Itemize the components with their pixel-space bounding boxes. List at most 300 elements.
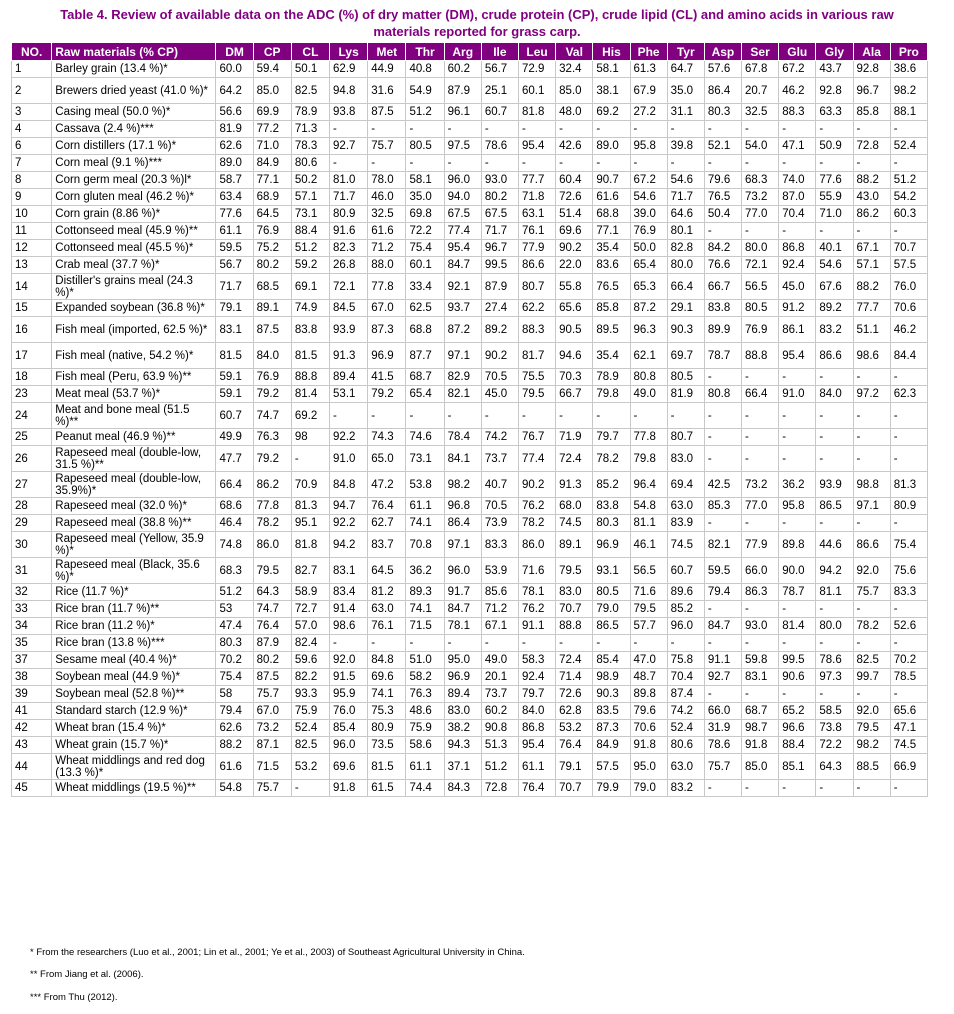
table-cell: - bbox=[742, 601, 779, 618]
table-cell: - bbox=[518, 635, 555, 652]
table-cell: 63.1 bbox=[518, 206, 555, 223]
table-cell: 70.6 bbox=[630, 720, 667, 737]
table-cell: 87.3 bbox=[368, 317, 406, 343]
table-cell: 69.9 bbox=[253, 104, 291, 121]
table-cell: 45.0 bbox=[481, 386, 518, 403]
raw-material-name: Rice bran (13.8 %)*** bbox=[52, 635, 216, 652]
table-cell: 72.4 bbox=[556, 446, 593, 472]
row-number: 6 bbox=[12, 138, 52, 155]
footnote-1: * From the researchers (Luo et al., 2001; Lin et al., 2001; Ye et al., 2003) of Southeast Agricultural University in China. bbox=[30, 947, 525, 958]
table-cell: 47.1 bbox=[890, 720, 927, 737]
table-cell: 72.8 bbox=[853, 138, 890, 155]
table-cell: 96.0 bbox=[444, 172, 481, 189]
raw-material-name: Corn germ meal (20.3 %)l* bbox=[52, 172, 216, 189]
table-cell: - bbox=[853, 155, 890, 172]
row-number: 35 bbox=[12, 635, 52, 652]
table-cell: 68.7 bbox=[742, 703, 779, 720]
table-cell: 65.2 bbox=[779, 703, 816, 720]
table-cell: 79.4 bbox=[704, 584, 741, 601]
table-cell: 74.0 bbox=[779, 172, 816, 189]
table-cell: 70.6 bbox=[890, 300, 927, 317]
row-number: 32 bbox=[12, 584, 52, 601]
table-cell: 83.6 bbox=[593, 257, 630, 274]
table-cell: 76.4 bbox=[368, 498, 406, 515]
table-cell: 83.9 bbox=[667, 515, 704, 532]
table-cell: 42.6 bbox=[556, 138, 593, 155]
table-cell: 96.1 bbox=[444, 104, 481, 121]
table-cell: - bbox=[406, 121, 444, 138]
table-cell: - bbox=[779, 515, 816, 532]
table-cell: 57.5 bbox=[890, 257, 927, 274]
table-row bbox=[12, 189, 928, 206]
table-cell: 91.0 bbox=[779, 386, 816, 403]
table-cell: 38.6 bbox=[890, 61, 927, 78]
table-cell: 60.2 bbox=[481, 703, 518, 720]
table-cell: 78.9 bbox=[291, 104, 329, 121]
table-cell: 75.7 bbox=[368, 138, 406, 155]
raw-material-name: Soybean meal (52.8 %)** bbox=[52, 686, 216, 703]
table-cell: 75.9 bbox=[291, 703, 329, 720]
table-cell: - bbox=[816, 686, 853, 703]
table-cell: 80.0 bbox=[667, 257, 704, 274]
table-cell: 78.2 bbox=[593, 446, 630, 472]
table-cell: - bbox=[481, 155, 518, 172]
table-cell: 80.5 bbox=[667, 369, 704, 386]
table-cell: 22.0 bbox=[556, 257, 593, 274]
table-cell: 87.9 bbox=[481, 274, 518, 300]
table-cell: 62.5 bbox=[406, 300, 444, 317]
table-row bbox=[12, 515, 928, 532]
table-row bbox=[12, 669, 928, 686]
table-cell: 76.5 bbox=[704, 189, 741, 206]
table-cell: 93.1 bbox=[593, 558, 630, 584]
table-cell: 81.8 bbox=[518, 104, 555, 121]
table-cell: 74.7 bbox=[253, 403, 291, 429]
table-cell: 99.7 bbox=[853, 669, 890, 686]
table-cell: 82.2 bbox=[291, 669, 329, 686]
table-cell: 72.6 bbox=[556, 189, 593, 206]
table-cell: 66.9 bbox=[890, 754, 927, 780]
table-cell: 73.9 bbox=[481, 515, 518, 532]
row-number: 24 bbox=[12, 403, 52, 429]
raw-material-name: Barley grain (13.4 %)* bbox=[52, 61, 216, 78]
table-cell: 87.5 bbox=[253, 317, 291, 343]
table-cell: 68.3 bbox=[742, 172, 779, 189]
raw-material-name: Distiller's grains meal (24.3 %)* bbox=[52, 274, 216, 300]
table-cell: - bbox=[406, 155, 444, 172]
table-cell: 89.4 bbox=[330, 369, 368, 386]
table-cell: 80.9 bbox=[330, 206, 368, 223]
table-cell: 77.4 bbox=[444, 223, 481, 240]
table-cell: 90.2 bbox=[556, 240, 593, 257]
table-cell: 72.8 bbox=[481, 780, 518, 797]
table-cell: 84.0 bbox=[253, 343, 291, 369]
table-cell: 75.4 bbox=[890, 532, 927, 558]
table-cell: 81.3 bbox=[890, 472, 927, 498]
table-cell: 71.2 bbox=[481, 601, 518, 618]
table-cell: 97.1 bbox=[444, 343, 481, 369]
table-cell: 80.6 bbox=[667, 737, 704, 754]
table-cell: 75.7 bbox=[704, 754, 741, 780]
table-cell: 80.5 bbox=[593, 584, 630, 601]
row-number: 1 bbox=[12, 61, 52, 78]
table-cell: 51.0 bbox=[406, 652, 444, 669]
raw-material-name: Standard starch (12.9 %)* bbox=[52, 703, 216, 720]
table-cell: 74.6 bbox=[406, 429, 444, 446]
table-cell: 48.0 bbox=[556, 104, 593, 121]
table-cell: 82.9 bbox=[444, 369, 481, 386]
table-cell: 83.2 bbox=[667, 780, 704, 797]
raw-material-name: Brewers dried yeast (41.0 %)* bbox=[52, 78, 216, 104]
column-header: Met bbox=[368, 43, 406, 61]
table-cell: 80.3 bbox=[593, 515, 630, 532]
table-cell: 33.4 bbox=[406, 274, 444, 300]
table-cell: 58.5 bbox=[816, 703, 853, 720]
table-cell: 79.0 bbox=[630, 780, 667, 797]
raw-material-name: Expanded soybean (36.8 %)* bbox=[52, 300, 216, 317]
table-cell: - bbox=[667, 155, 704, 172]
table-row bbox=[12, 257, 928, 274]
table-cell: 98 bbox=[291, 429, 329, 446]
table-cell: 35.0 bbox=[667, 78, 704, 104]
table-cell: 76.9 bbox=[253, 223, 291, 240]
table-cell: 68.9 bbox=[253, 189, 291, 206]
table-cell: 83.3 bbox=[481, 532, 518, 558]
table-cell: 88.1 bbox=[890, 104, 927, 121]
table-cell: 32.5 bbox=[742, 104, 779, 121]
table-cell: 77.8 bbox=[253, 498, 291, 515]
table-cell: 79.1 bbox=[556, 754, 593, 780]
table-cell: 92.4 bbox=[518, 669, 555, 686]
table-cell: 39.8 bbox=[667, 138, 704, 155]
table-cell: 53.2 bbox=[291, 754, 329, 780]
column-header: His bbox=[593, 43, 630, 61]
table-cell: 71.2 bbox=[368, 240, 406, 257]
table-cell: 88.2 bbox=[853, 172, 890, 189]
table-cell: 84.4 bbox=[890, 343, 927, 369]
table-cell: 81.0 bbox=[330, 172, 368, 189]
table-cell: 67.2 bbox=[630, 172, 667, 189]
table-cell: - bbox=[704, 429, 741, 446]
table-cell: 86.2 bbox=[253, 472, 291, 498]
table-cell: 66.4 bbox=[742, 386, 779, 403]
table-cell: 70.2 bbox=[890, 652, 927, 669]
table-cell: - bbox=[890, 429, 927, 446]
table-cell: 84.1 bbox=[444, 446, 481, 472]
table-cell: 92.0 bbox=[853, 558, 890, 584]
column-header: Ile bbox=[481, 43, 518, 61]
table-cell: 61.1 bbox=[518, 754, 555, 780]
table-cell: 97.2 bbox=[853, 386, 890, 403]
table-cell: 56.5 bbox=[742, 274, 779, 300]
table-cell: 65.4 bbox=[630, 257, 667, 274]
row-number: 44 bbox=[12, 754, 52, 780]
table-cell: 31.1 bbox=[667, 104, 704, 121]
table-cell: 78.6 bbox=[481, 138, 518, 155]
table-cell: - bbox=[704, 686, 741, 703]
table-cell: 51.2 bbox=[890, 172, 927, 189]
table-cell: 61.6 bbox=[368, 223, 406, 240]
table-cell: 81.1 bbox=[816, 584, 853, 601]
table-cell: 71.6 bbox=[630, 584, 667, 601]
table-cell: 89.8 bbox=[779, 532, 816, 558]
table-cell: 54.9 bbox=[406, 78, 444, 104]
table-cell: 79.5 bbox=[556, 558, 593, 584]
column-header: Ser bbox=[742, 43, 779, 61]
raw-material-name: Rapeseed meal (double-low, 35.9%)* bbox=[52, 472, 216, 498]
table-cell: 42.5 bbox=[704, 472, 741, 498]
table-cell: - bbox=[853, 686, 890, 703]
table-cell: - bbox=[853, 601, 890, 618]
raw-material-name: Meat meal (53.7 %)* bbox=[52, 386, 216, 403]
table-cell: 80.9 bbox=[368, 720, 406, 737]
table-cell: 95.8 bbox=[779, 498, 816, 515]
table-cell: - bbox=[816, 446, 853, 472]
table-cell: 93.9 bbox=[330, 317, 368, 343]
table-cell: 76.0 bbox=[330, 703, 368, 720]
table-row bbox=[12, 78, 928, 104]
table-cell: 91.8 bbox=[630, 737, 667, 754]
table-cell: 59.6 bbox=[291, 652, 329, 669]
table-cell: - bbox=[890, 223, 927, 240]
raw-material-name: Corn gluten meal (46.2 %)* bbox=[52, 189, 216, 206]
row-number: 28 bbox=[12, 498, 52, 515]
table-cell: - bbox=[890, 403, 927, 429]
table-cell: 78.5 bbox=[890, 669, 927, 686]
table-cell: 95.4 bbox=[518, 138, 555, 155]
table-cell: 86.2 bbox=[853, 206, 890, 223]
table-cell: 77.6 bbox=[816, 172, 853, 189]
table-cell: 63.0 bbox=[667, 498, 704, 515]
table-cell: 72.6 bbox=[556, 686, 593, 703]
table-cell: 98.2 bbox=[444, 472, 481, 498]
table-cell: 68.7 bbox=[406, 369, 444, 386]
raw-material-name: Peanut meal (46.9 %)** bbox=[52, 429, 216, 446]
table-cell: 20.7 bbox=[742, 78, 779, 104]
table-cell: 57.5 bbox=[593, 754, 630, 780]
table-cell: 84.9 bbox=[253, 155, 291, 172]
table-cell: 84.8 bbox=[368, 652, 406, 669]
table-cell: 94.2 bbox=[330, 532, 368, 558]
table-cell: 75.4 bbox=[216, 669, 253, 686]
table-cell: 76.3 bbox=[253, 429, 291, 446]
table-cell: 84.7 bbox=[704, 618, 741, 635]
row-number: 42 bbox=[12, 720, 52, 737]
table-cell: 86.3 bbox=[742, 584, 779, 601]
table-cell: 78.6 bbox=[704, 737, 741, 754]
table-cell: 59.1 bbox=[216, 386, 253, 403]
table-cell: 54.8 bbox=[630, 498, 667, 515]
table-cell: 93.7 bbox=[444, 300, 481, 317]
table-cell: 70.4 bbox=[779, 206, 816, 223]
table-cell: 29.1 bbox=[667, 300, 704, 317]
table-cell: 74.5 bbox=[890, 737, 927, 754]
table-cell: 46.2 bbox=[890, 317, 927, 343]
table-row bbox=[12, 652, 928, 669]
table-cell: - bbox=[481, 635, 518, 652]
table-cell: 55.9 bbox=[816, 189, 853, 206]
table-cell: - bbox=[704, 780, 741, 797]
table-cell: - bbox=[556, 121, 593, 138]
table-cell: 87.5 bbox=[368, 104, 406, 121]
table-cell: 62.6 bbox=[216, 138, 253, 155]
table-cell: 78.1 bbox=[444, 618, 481, 635]
table-cell: 56.6 bbox=[216, 104, 253, 121]
table-cell: 85.8 bbox=[853, 104, 890, 121]
table-cell: 61.3 bbox=[630, 61, 667, 78]
table-cell: 61.1 bbox=[406, 754, 444, 780]
table-cell: - bbox=[481, 403, 518, 429]
table-cell: 83.1 bbox=[330, 558, 368, 584]
table-cell: 38.1 bbox=[593, 78, 630, 104]
row-number: 25 bbox=[12, 429, 52, 446]
table-cell: 96.0 bbox=[444, 558, 481, 584]
table-cell: 62.6 bbox=[216, 720, 253, 737]
table-cell: 62.1 bbox=[630, 343, 667, 369]
table-cell: 88.3 bbox=[779, 104, 816, 121]
table-row bbox=[12, 369, 928, 386]
table-cell: - bbox=[330, 121, 368, 138]
table-cell: 75.8 bbox=[667, 652, 704, 669]
table-cell: 54.6 bbox=[630, 189, 667, 206]
table-cell: 47.2 bbox=[368, 472, 406, 498]
table-cell: 91.6 bbox=[330, 223, 368, 240]
row-number: 9 bbox=[12, 189, 52, 206]
table-cell: - bbox=[779, 780, 816, 797]
table-cell: 54.2 bbox=[890, 189, 927, 206]
table-cell: 87.7 bbox=[406, 343, 444, 369]
table-cell: 95.8 bbox=[630, 138, 667, 155]
row-number: 11 bbox=[12, 223, 52, 240]
table-cell: - bbox=[816, 515, 853, 532]
table-cell: 73.1 bbox=[291, 206, 329, 223]
table-cell: 89.3 bbox=[406, 584, 444, 601]
table-cell: 52.4 bbox=[667, 720, 704, 737]
raw-material-name: Rapeseed meal (32.0 %)* bbox=[52, 498, 216, 515]
table-cell: 97.1 bbox=[444, 532, 481, 558]
table-cell: 93.8 bbox=[330, 104, 368, 121]
table-cell: 85.2 bbox=[593, 472, 630, 498]
table-cell: 78.2 bbox=[253, 515, 291, 532]
table-cell: 66.4 bbox=[216, 472, 253, 498]
table-cell: 61.6 bbox=[593, 189, 630, 206]
table-title bbox=[20, 6, 934, 40]
table-cell: 27.4 bbox=[481, 300, 518, 317]
table-cell: 83.0 bbox=[444, 703, 481, 720]
table-cell: 41.5 bbox=[368, 369, 406, 386]
table-cell: 74.4 bbox=[406, 780, 444, 797]
table-cell: 78.7 bbox=[779, 584, 816, 601]
table-cell: - bbox=[630, 403, 667, 429]
table-cell: 85.8 bbox=[593, 300, 630, 317]
table-cell: 60.1 bbox=[406, 257, 444, 274]
table-cell: 64.2 bbox=[216, 78, 253, 104]
raw-material-name: Casing meal (50.0 %)* bbox=[52, 104, 216, 121]
table-cell: 58.1 bbox=[593, 61, 630, 78]
raw-material-name: Corn grain (8.86 %)* bbox=[52, 206, 216, 223]
table-cell: 89.2 bbox=[481, 317, 518, 343]
table-cell: 69.2 bbox=[593, 104, 630, 121]
table-cell: 72.2 bbox=[406, 223, 444, 240]
table-cell: 46.2 bbox=[779, 78, 816, 104]
table-cell: - bbox=[593, 403, 630, 429]
table-cell: - bbox=[779, 403, 816, 429]
table-cell: 89.1 bbox=[556, 532, 593, 558]
table-cell: 73.7 bbox=[481, 446, 518, 472]
table-cell: 69.8 bbox=[406, 206, 444, 223]
table-cell: 83.4 bbox=[330, 584, 368, 601]
table-cell: 80.9 bbox=[890, 498, 927, 515]
table-cell: 87.0 bbox=[779, 189, 816, 206]
row-number: 29 bbox=[12, 515, 52, 532]
row-number: 38 bbox=[12, 669, 52, 686]
table-cell: 74.1 bbox=[406, 601, 444, 618]
table-row bbox=[12, 317, 928, 343]
table-cell: 79.8 bbox=[593, 386, 630, 403]
table-cell: 92.7 bbox=[704, 669, 741, 686]
table-row bbox=[12, 584, 928, 601]
table-cell: 73.1 bbox=[406, 446, 444, 472]
table-cell: 70.9 bbox=[291, 472, 329, 498]
table-cell: 71.6 bbox=[518, 558, 555, 584]
table-cell: 98.8 bbox=[853, 472, 890, 498]
table-cell: 89.4 bbox=[444, 686, 481, 703]
table-cell: - bbox=[593, 635, 630, 652]
table-cell: 67.0 bbox=[368, 300, 406, 317]
table-cell: 94.7 bbox=[330, 498, 368, 515]
table-cell: - bbox=[593, 155, 630, 172]
table-cell: 86.1 bbox=[779, 317, 816, 343]
table-cell: 25.1 bbox=[481, 78, 518, 104]
table-cell: 76.4 bbox=[556, 737, 593, 754]
table-cell: 70.4 bbox=[667, 669, 704, 686]
table-cell: 81.5 bbox=[291, 343, 329, 369]
table-cell: 76.4 bbox=[518, 780, 555, 797]
table-cell: 61.5 bbox=[368, 780, 406, 797]
table-cell: 87.2 bbox=[630, 300, 667, 317]
table-cell: 85.0 bbox=[742, 754, 779, 780]
table-cell: 82.5 bbox=[291, 78, 329, 104]
table-cell: 95.9 bbox=[330, 686, 368, 703]
table-cell: - bbox=[742, 635, 779, 652]
table-cell: 67.5 bbox=[444, 206, 481, 223]
table-cell: 72.1 bbox=[330, 274, 368, 300]
table-cell: 75.5 bbox=[518, 369, 555, 386]
table-cell: 79.2 bbox=[253, 386, 291, 403]
table-cell: - bbox=[779, 446, 816, 472]
table-cell: 83.5 bbox=[593, 703, 630, 720]
table-cell: 84.0 bbox=[518, 703, 555, 720]
table-cell: 74.3 bbox=[368, 429, 406, 446]
table-cell: 77.0 bbox=[742, 498, 779, 515]
table-cell: - bbox=[890, 601, 927, 618]
table-cell: 68.3 bbox=[216, 558, 253, 584]
table-cell: 51.2 bbox=[216, 584, 253, 601]
table-cell: 85.3 bbox=[704, 498, 741, 515]
table-cell: 82.1 bbox=[704, 532, 741, 558]
table-row bbox=[12, 206, 928, 223]
table-cell: - bbox=[890, 369, 927, 386]
table-cell: 43.0 bbox=[853, 189, 890, 206]
table-cell: - bbox=[704, 601, 741, 618]
table-cell: 67.6 bbox=[816, 274, 853, 300]
table-cell: 37.1 bbox=[444, 754, 481, 780]
table-cell: 63.0 bbox=[368, 601, 406, 618]
raw-material-name: Meat and bone meal (51.5 %)** bbox=[52, 403, 216, 429]
table-cell: 71.4 bbox=[556, 669, 593, 686]
table-cell: 46.1 bbox=[630, 532, 667, 558]
table-cell: - bbox=[816, 121, 853, 138]
